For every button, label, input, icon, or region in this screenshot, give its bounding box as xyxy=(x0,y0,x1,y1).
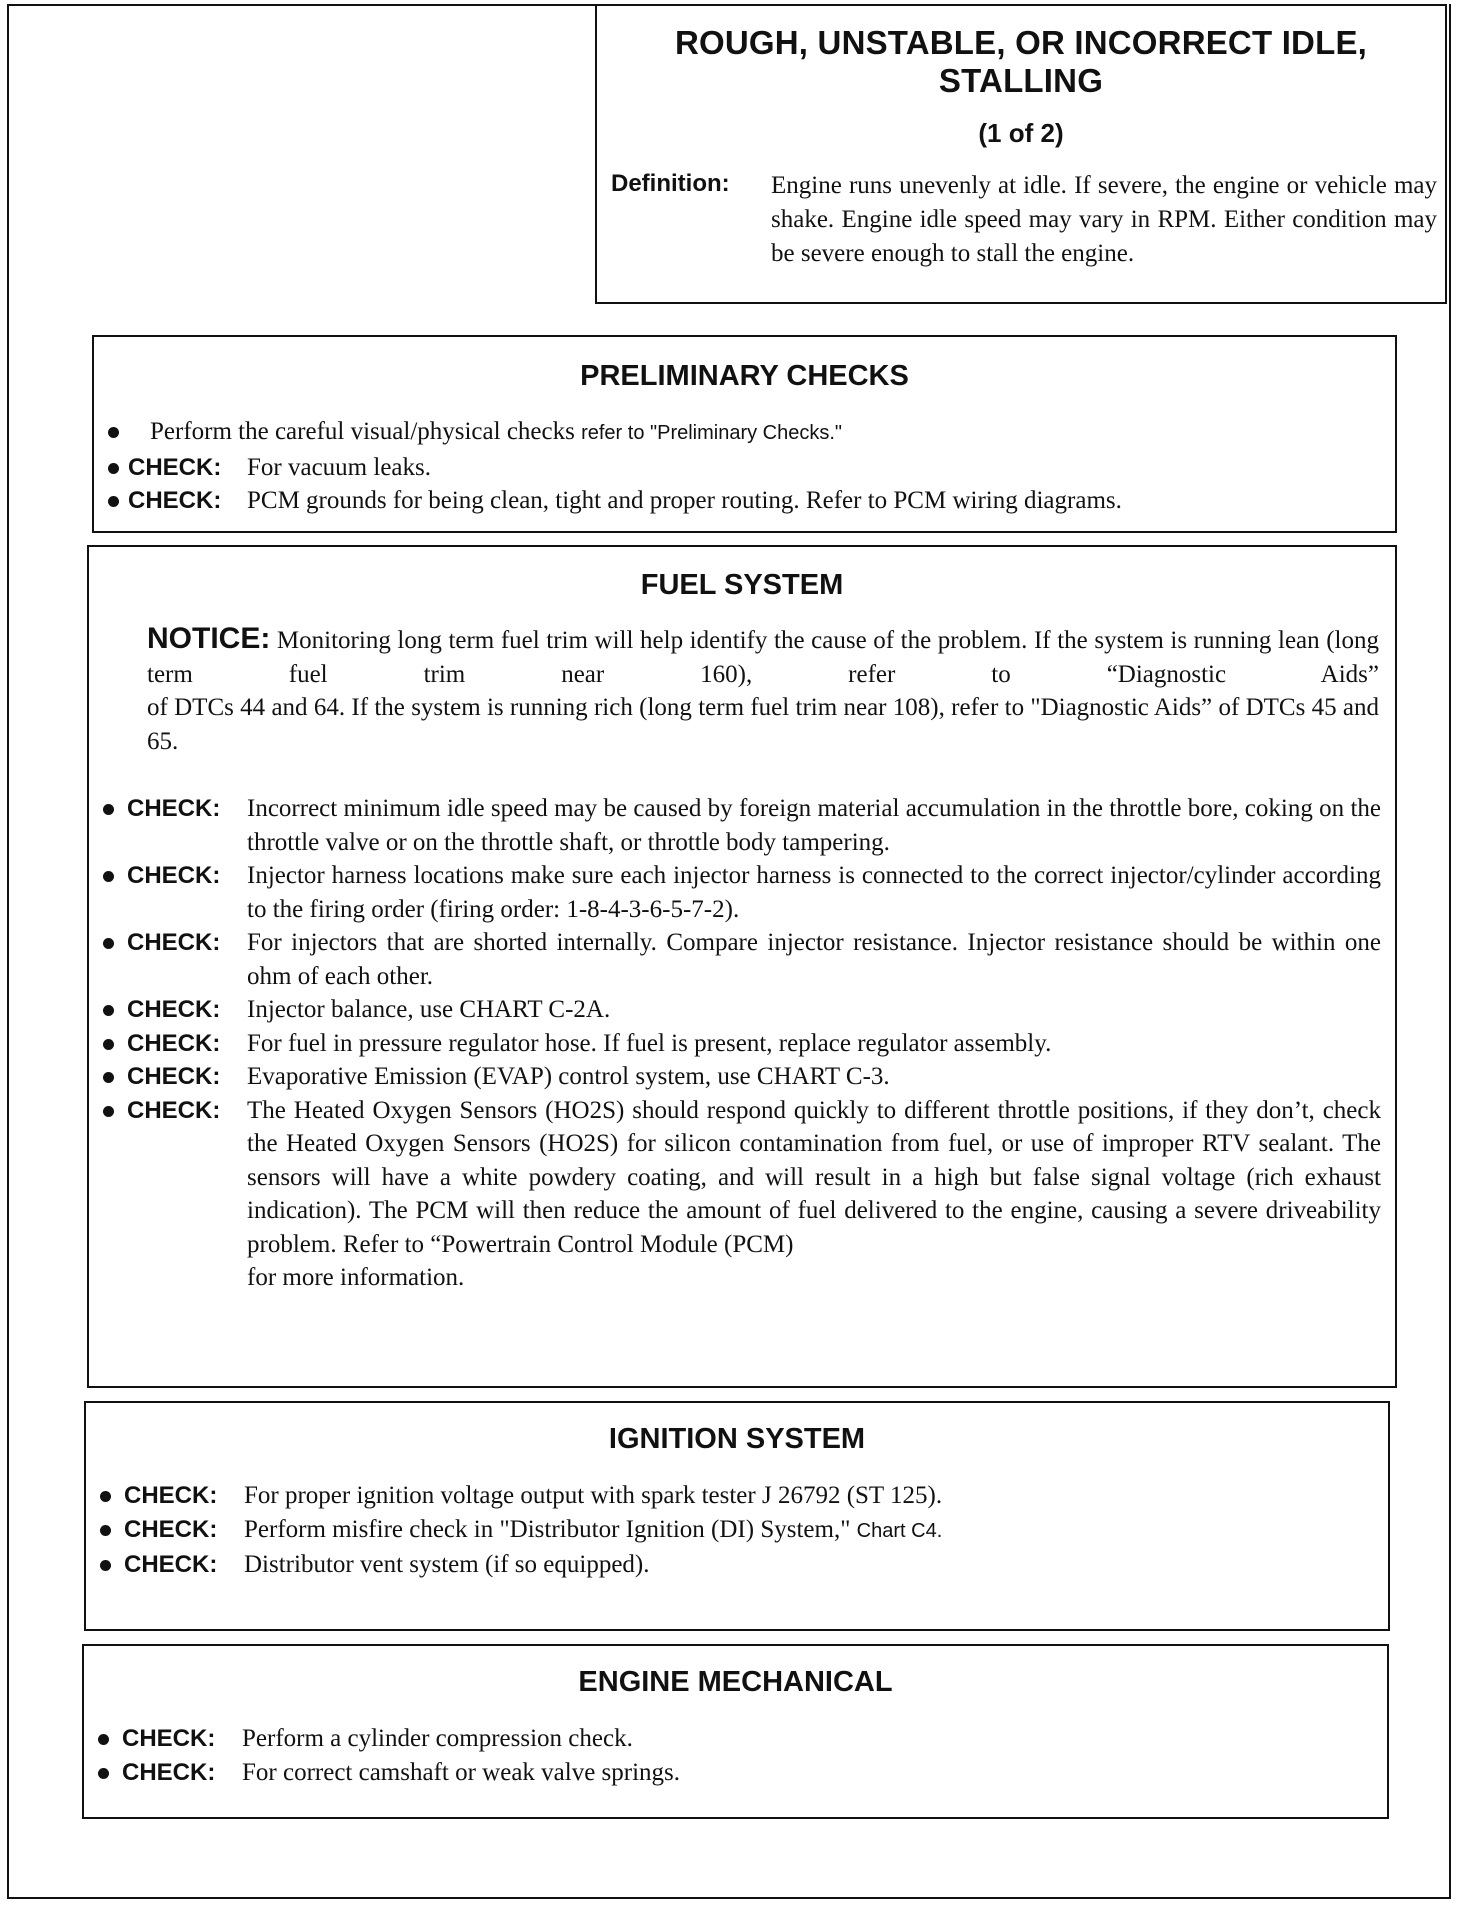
bullet-icon xyxy=(103,1072,114,1083)
page-top-border xyxy=(7,4,595,6)
list-item xyxy=(97,926,1381,993)
ignition-system-section xyxy=(84,1401,1390,1631)
check-label: CHECK: xyxy=(127,795,221,822)
list-item xyxy=(102,451,1381,485)
preliminary-check-text: PCM grounds for being clean, tight and proper routing. Refer to PCM wiring diagrams. xyxy=(247,487,1122,514)
list-item xyxy=(102,415,1381,451)
fuel-notice xyxy=(147,622,1379,758)
fuel-system-section xyxy=(87,545,1397,1388)
bullet-icon xyxy=(103,1039,114,1050)
bullet-icon xyxy=(103,938,114,949)
fuel-check-text: The Heated Oxygen Sensors (HO2S) should respond quickly to different throttle positions, if they don’t, check the Heated Oxygen Sensors (HO2S) for silicon contamination from fuel, or use of improper RTV sealant. The sensors will have a white powdery coating, and will result in a high but false signal voltage (rich exhaust indication). The PCM will then reduce the amount of fuel delivered to the engine, causing a severe driveability problem. xyxy=(247,1096,1381,1258)
list-item xyxy=(97,993,1381,1027)
title-box xyxy=(595,4,1447,304)
fuel-system-title: FUEL SYSTEM xyxy=(640,569,844,601)
ignition-check-text: Distributor vent system (if so equipped). xyxy=(244,1551,650,1578)
list-item xyxy=(94,1479,1374,1513)
list-item xyxy=(92,1756,1373,1790)
engine-check-text: Perform a cylinder compression check. xyxy=(242,1725,633,1752)
engine-mechanical-title: ENGINE MECHANICAL xyxy=(578,1666,893,1698)
bullet-icon xyxy=(103,871,114,882)
page-title: ROUGH, UNSTABLE, OR INCORRECT IDLE, STALLING xyxy=(674,24,1368,99)
check-label: CHECK: xyxy=(127,996,221,1023)
list-item xyxy=(94,1513,1374,1549)
check-label: CHECK: xyxy=(122,1758,216,1786)
fuel-check-reference-cont: for more information. xyxy=(247,1264,465,1291)
bullet-icon xyxy=(98,1768,109,1779)
check-label: CHECK: xyxy=(127,862,221,889)
check-label: CHECK: xyxy=(124,1515,218,1543)
list-item xyxy=(97,1027,1381,1061)
list-item xyxy=(102,484,1381,518)
list-item xyxy=(94,1548,1374,1582)
definition-text: Engine runs unevenly at idle. If severe, the engine or vehicle may shake. Engine idle speed may vary in RPM. Either condition may be severe enough to stall the engine. xyxy=(771,172,1437,267)
fuel-check-text: For injectors that are shorted internally. Compare injector resistance. Injector resistance should be within one ohm of each other. xyxy=(247,929,1381,990)
fuel-check-text: Evaporative Emission (EVAP) control system, use CHART C-3. xyxy=(247,1063,890,1090)
bullet-icon xyxy=(100,1491,111,1502)
notice-text-cont: of DTCs 44 and 64. If the system is running rich (long term fuel trim near 108), refer to "Diagnostic Aids” of DTCs 45 and 65. xyxy=(147,694,1379,755)
notice-label: NOTICE: xyxy=(147,622,271,655)
bullet-icon xyxy=(103,804,114,815)
bullet-icon xyxy=(98,1734,109,1745)
list-item xyxy=(97,792,1381,859)
engine-mechanical-section xyxy=(82,1644,1389,1819)
fuel-check-reference: Refer to “Powertrain Control Module (PCM) xyxy=(342,1230,794,1258)
bullet-icon xyxy=(103,1106,114,1117)
check-label: CHECK: xyxy=(128,453,222,481)
ignition-check-ref: Chart C4. xyxy=(856,1519,943,1542)
fuel-check-text: Incorrect minimum idle speed may be caused by foreign material accumulation in the throttle bore, coking on the throttle valve or on the throttle shaft, or throttle body tampering. xyxy=(247,795,1381,856)
check-label: CHECK: xyxy=(127,1096,221,1124)
check-label: CHECK: xyxy=(128,487,222,514)
list-item xyxy=(97,1094,1381,1295)
notice-text: Monitoring long term fuel trim will help identify the cause of the problem. If the system is running lean (long term fuel trim near 160), refer to “Diagnostic Aids” xyxy=(147,627,1379,688)
preliminary-checks-section xyxy=(92,335,1397,533)
ignition-check-text: For proper ignition voltage output with spark tester J 26792 (ST 125). xyxy=(244,1482,943,1509)
fuel-check-text: Injector harness locations make sure each injector harness is connected to the correct injector/cylinder according to the firing order (firing order: 1-8-4-3-6-5-7-2). xyxy=(247,862,1381,923)
bullet-icon xyxy=(108,496,119,507)
bullet-icon xyxy=(100,1560,111,1571)
list-item xyxy=(97,1060,1381,1094)
check-label: CHECK: xyxy=(124,1551,218,1578)
page-indicator: (1 of 2) xyxy=(978,118,1064,148)
preliminary-item-ref: refer to "Preliminary Checks." xyxy=(581,422,843,444)
definition-label: Definition: xyxy=(611,170,730,197)
preliminary-checks-title: PRELIMINARY CHECKS xyxy=(580,360,909,392)
bullet-icon xyxy=(100,1525,111,1536)
bullet-icon xyxy=(108,463,119,474)
fuel-check-text: For fuel in pressure regulator hose. If fuel is present, replace regulator assembly. xyxy=(247,1029,1052,1057)
check-label: CHECK: xyxy=(124,1482,218,1509)
list-item xyxy=(97,859,1381,926)
check-label: CHECK: xyxy=(127,1063,221,1090)
ignition-system-title: IGNITION SYSTEM xyxy=(608,1423,866,1455)
check-label: CHECK: xyxy=(127,929,221,956)
list-item xyxy=(92,1722,1373,1756)
ignition-check-text: Perform misfire check in "Distributor Ignition (DI) System," xyxy=(244,1515,851,1543)
engine-check-text: For correct camshaft or weak valve springs. xyxy=(242,1758,681,1786)
preliminary-item-text: Perform the careful visual/physical checks xyxy=(150,418,575,445)
check-label: CHECK: xyxy=(127,1029,221,1057)
bullet-icon xyxy=(108,427,119,438)
preliminary-check-text: For vacuum leaks. xyxy=(247,453,431,481)
check-label: CHECK: xyxy=(122,1725,216,1752)
fuel-check-text: Injector balance, use CHART C-2A. xyxy=(247,996,611,1023)
bullet-icon xyxy=(103,1005,114,1016)
